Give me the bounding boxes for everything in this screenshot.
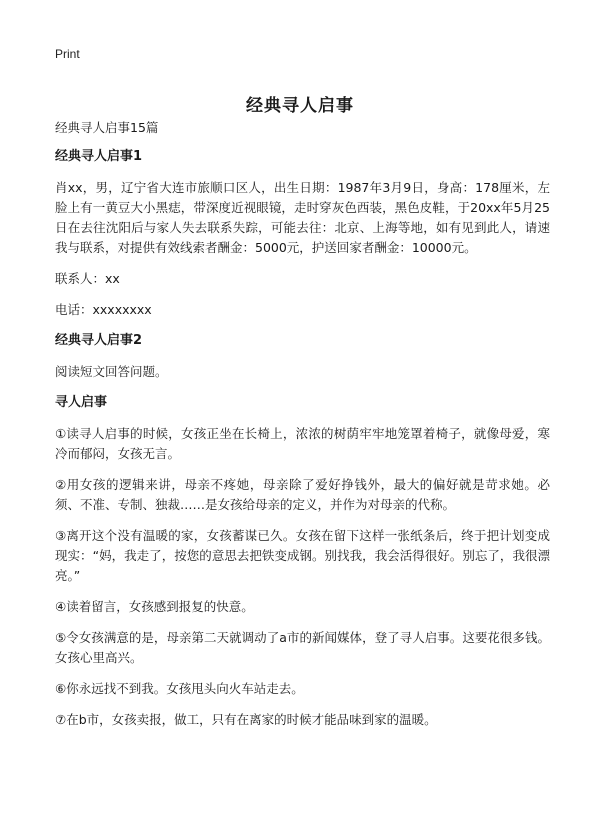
story-paragraph: ⑥你永远找不到我。女孩甩头向火车站走去。 [55, 681, 304, 696]
section-2-intro: 阅读短文回答问题。 [55, 364, 168, 379]
story-paragraph: ②用女孩的逻辑来讲，母亲不疼她，母亲除了爱好挣钱外，最大的偏好就是苛求她。必须、不准、专制、独裁……是女孩给母亲的定义，并作为对母亲的代称。 [55, 477, 550, 512]
section-1-body: 肖xx，男，辽宁省大连市旅顺口区人，出生日期：1987年3月9日，身高：178厘米，左脸上有一黄豆大小黑痣，带深度近视眼镜，走时穿灰色西装，黑色皮鞋，于20xx年5月25日在去往沈阳后与家人失去联系失踪，可能去往：北京、上海等地，如有见到此人，请速我与联系，对提供有效线索者酬金：5000元，护送回家者酬金：10000元。 [55, 180, 550, 255]
story-paragraph: ①读寻人启事的时候，女孩正坐在长椅上，浓浓的树荫牢牢地笼罩着椅子，就像母爱，寒冷而郁闷，女孩无言。 [55, 426, 550, 461]
article-subtitle: 经典寻人启事15篇 [55, 120, 159, 135]
contact-line: 联系人：xx [55, 271, 120, 286]
article-content [55, 118, 550, 741]
story-paragraph: ③离开这个没有温暖的家，女孩蓄谋已久。女孩在留下这样一张纸条后，终于把计划变成现实：“妈，我走了，按您的意思去把铁变成钢。别找我，我会活得很好。别忘了，我很漂亮。” [55, 528, 550, 583]
section-2-heading: 经典寻人启事2 [55, 333, 143, 348]
story-heading: 寻人启事 [55, 395, 108, 410]
section-1-heading: 经典寻人启事1 [55, 149, 143, 164]
story-paragraph: ④读着留言，女孩感到报复的快意。 [55, 599, 254, 614]
story-paragraph: ⑤令女孩满意的是，母亲第二天就调动了a市的新闻媒体，登了寻人启事。这要花很多钱。女孩心里高兴。 [55, 630, 550, 665]
phone-line: 电话：xxxxxxxx [55, 302, 152, 317]
page-title: 经典寻人启事 [246, 96, 354, 117]
story-paragraph: ⑦在b市，女孩卖报，做工，只有在离家的时候才能品味到家的温暖。 [55, 712, 437, 727]
print-link[interactable]: Print [55, 47, 80, 61]
